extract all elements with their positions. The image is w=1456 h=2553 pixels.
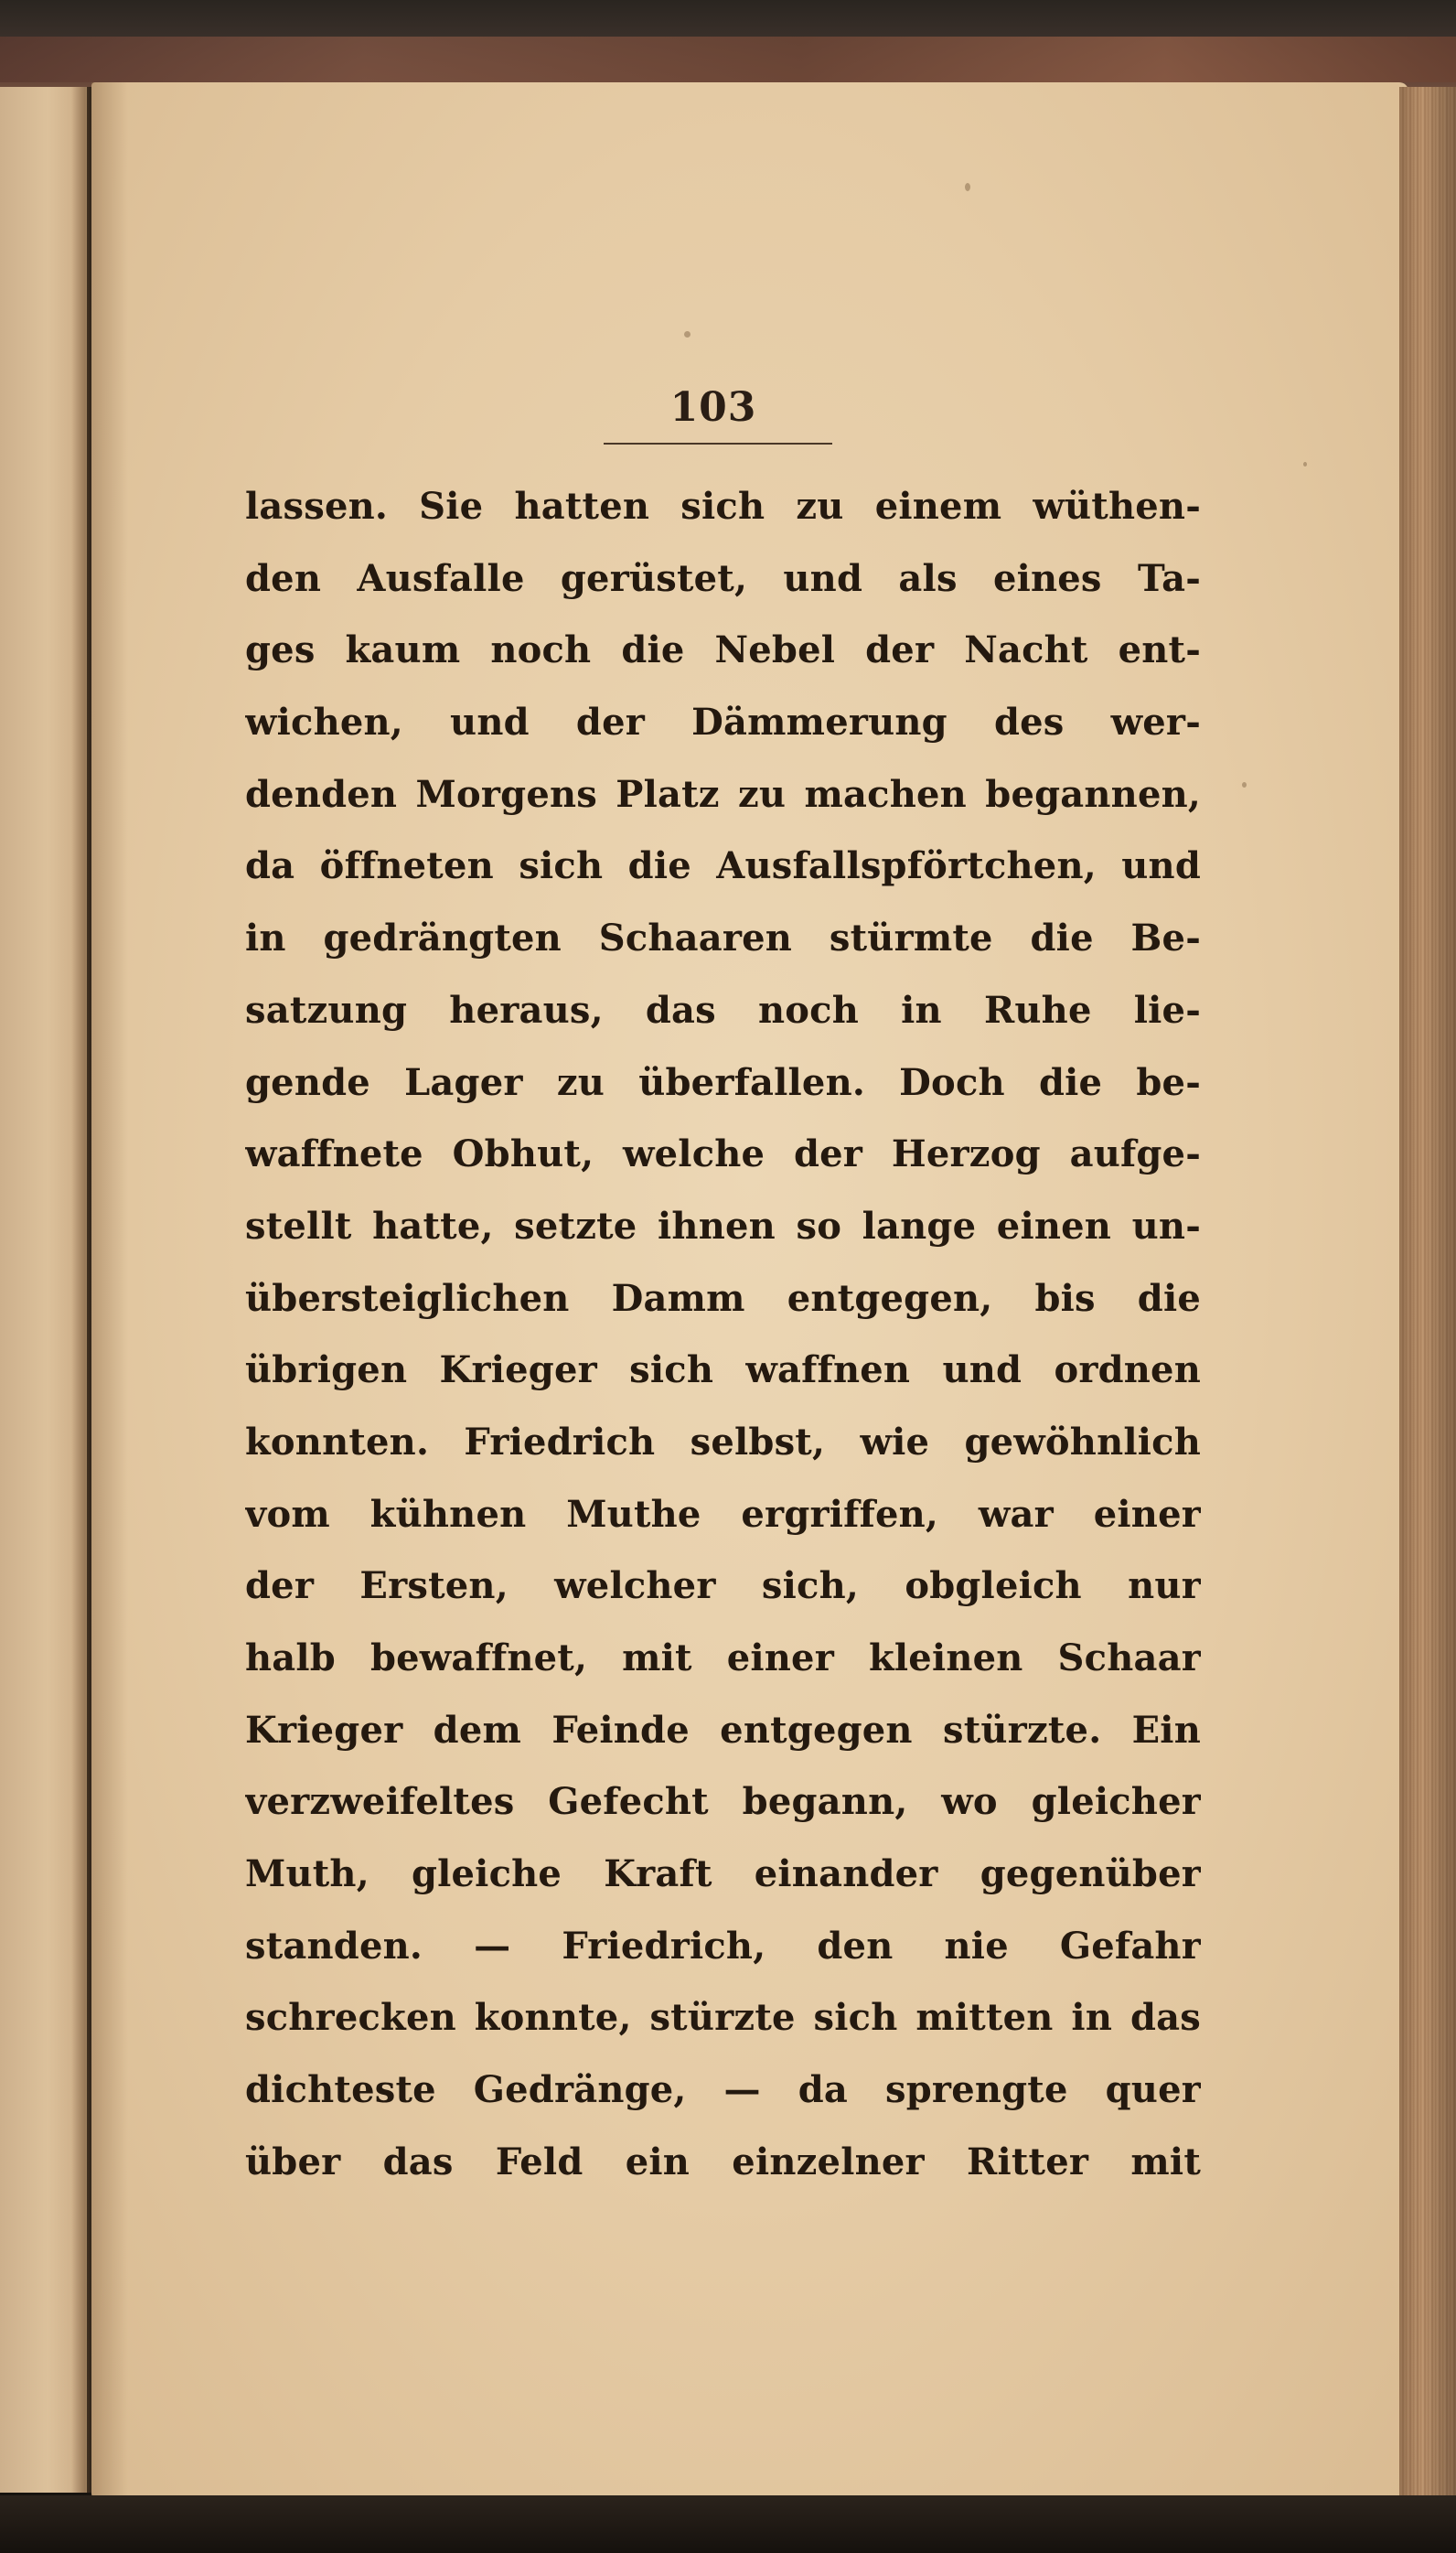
text-line: standen. — Friedrich, den nie Gefahr [245,1924,1201,1968]
text-line: übrigen Krieger sich waffnen und ordnen [245,1348,1201,1392]
paper-speck [1242,782,1247,788]
text-line: denden Morgens Platz zu machen begannen, [245,772,1201,816]
paper-speck [684,331,691,338]
text-line: Muth, gleiche Kraft einander gegenüber [245,1852,1201,1896]
fore-edge-shadow [1399,87,1456,2502]
text-line: dichteste Gedränge, — da sprengte quer [245,2068,1201,2112]
book-binding-bottom [0,2495,1456,2553]
text-line: über das Feld ein einzelner Ritter mit [245,2140,1201,2183]
text-line: waffnete Obhut, welche der Herzog aufge- [245,1132,1201,1176]
text-line: Krieger dem Feinde entgegen stürzte. Ein [245,1708,1201,1752]
text-line: lassen. Sie hatten sich zu einem wüthen- [245,485,1201,528]
text-line: vom kühnen Muthe ergriffen, war einer [245,1492,1201,1536]
text-line: in gedrängten Schaaren stürmte die Be- [245,917,1201,960]
paper-speck [965,183,970,191]
text-line: da öffneten sich die Ausfallspförtchen, und [245,844,1201,888]
page-shadow [91,82,128,2497]
text-line: gende Lager zu überfallen. Doch die be- [245,1060,1201,1104]
paper-speck [1303,462,1307,467]
text-line: satzung heraus, das noch in Ruhe lie- [245,988,1201,1032]
text-line: übersteiglichen Damm entgegen, bis die [245,1276,1201,1320]
page-number: 103 [669,384,757,431]
header-rule [604,443,832,445]
text-line: ges kaum noch die Nebel der Nacht ent- [245,628,1201,672]
text-line: wichen, und der Dämmerung des wer- [245,701,1201,745]
text-line: stellt hatte, setzte ihnen so lange einen un- [245,1204,1201,1248]
text-line: der Ersten, welcher sich, obgleich nur [245,1564,1201,1608]
text-line: den Ausfalle gerüstet, und als eines Ta- [245,556,1201,600]
text-line: halb bewaffnet, mit einer kleinen Schaar [245,1636,1201,1679]
text-line: verzweifeltes Gefecht begann, wo gleicher [245,1780,1201,1824]
text-line: konnten. Friedrich selbst, wie gewöhnlich [245,1420,1201,1464]
text-line: schrecken konnte, stürzte sich mitten in das [245,1996,1201,2040]
book-cover-edge [0,37,1456,82]
page-text [245,471,1201,2199]
